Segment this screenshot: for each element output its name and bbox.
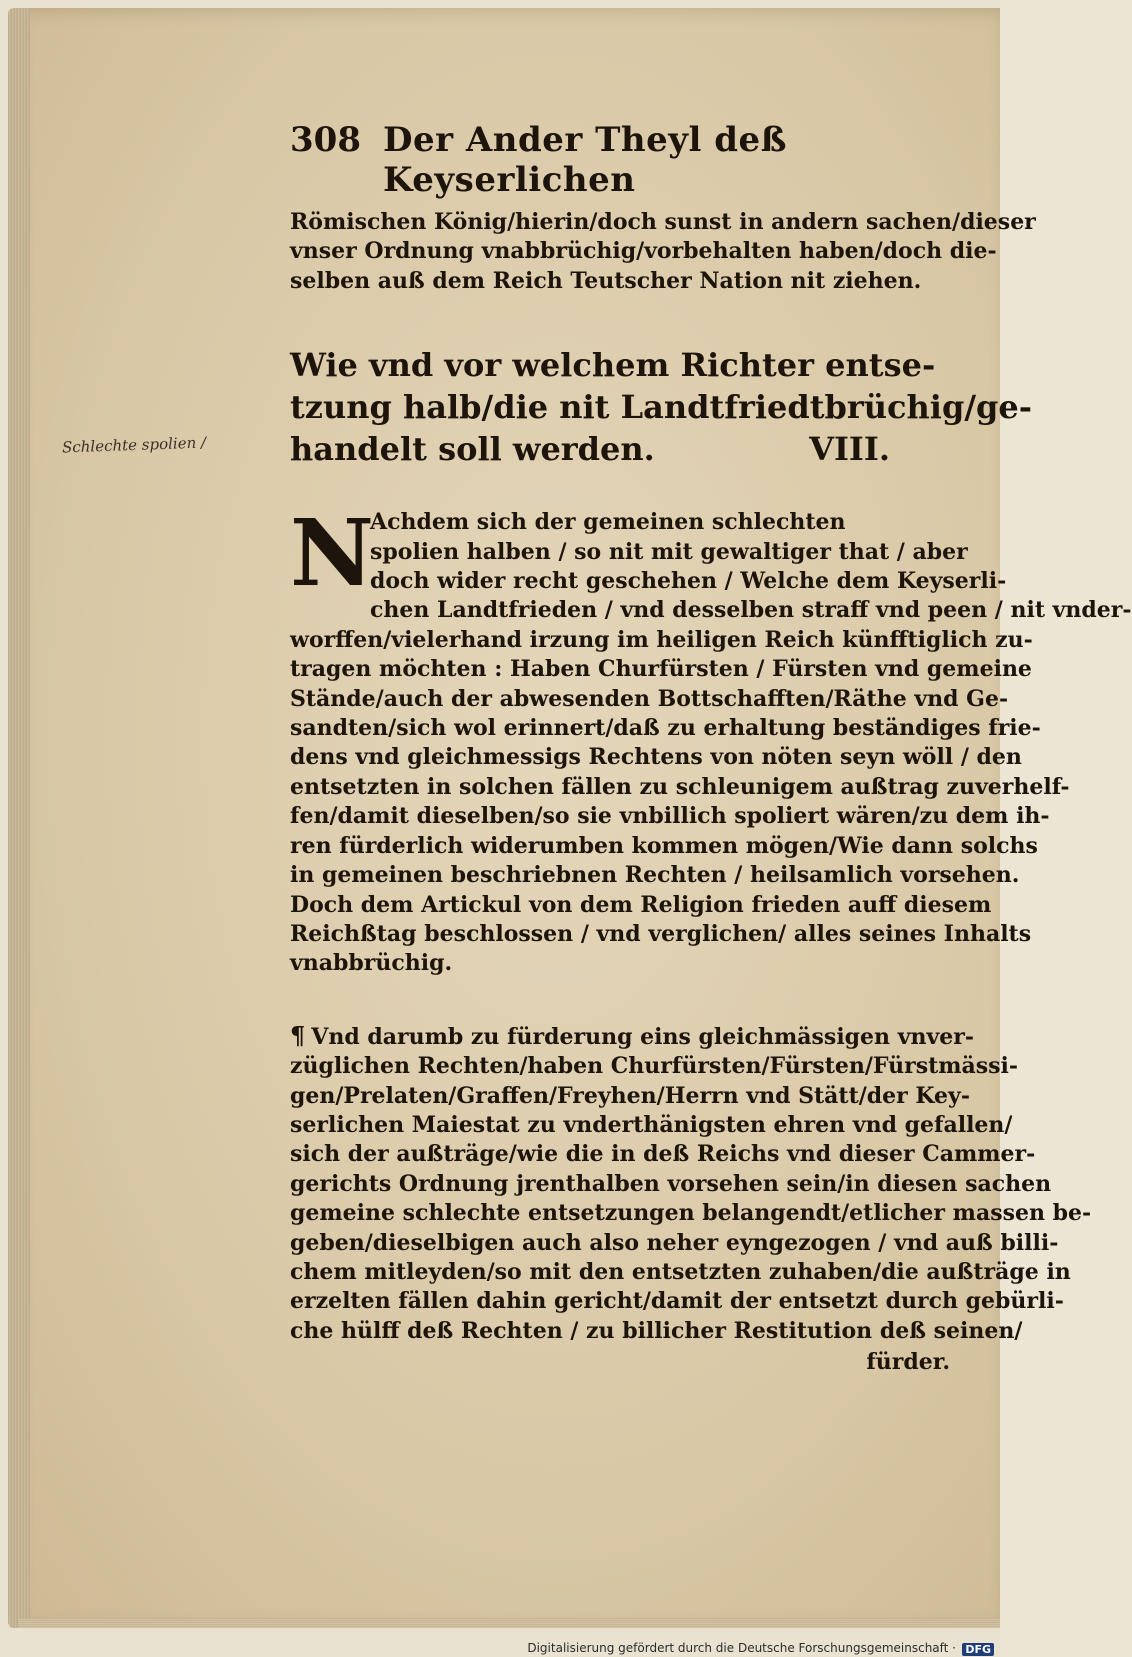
text-line: Römischen König/hierin/doch sunst in andern sachen/dieser: [290, 209, 1036, 235]
text-line: sandten/sich wol erinnert/daß zu erhaltung beständiges frie-: [290, 715, 1041, 742]
text-line: ¶ Vnd darumb zu fürderung eins gleichmässigen vnver-: [290, 1020, 974, 1050]
text-line: Doch dem Artickul von dem Religion frieden auff diesem: [290, 891, 992, 918]
text-line: vnabbrüchig.: [290, 950, 453, 977]
text-line: doch wider recht geschehen / Welche dem Keyserli-: [370, 568, 1007, 595]
running-header: [290, 120, 950, 200]
text-line: tragen möchten : Haben Churfürsten / Fürsten vnd gemeine: [290, 656, 1032, 683]
page-bottom-edge: [18, 1618, 1000, 1628]
text-line: geben/dieselbigen auch also neher eyngezogen / vnd auß billi-: [290, 1229, 1059, 1256]
digitization-credit: Digitalisierung gefördert durch die Deutsche Forschungsgemeinschaft ·: [527, 1641, 956, 1655]
catchword: fürder.: [866, 1349, 950, 1376]
heading-line: tzung halb/die nit Landtfriedtbrüchig/ge-: [290, 388, 1033, 427]
text-line: sich der außträge/wie die in deß Reichs vnd dieser Cammer-: [290, 1141, 1036, 1168]
heading-last-line: [290, 428, 890, 470]
text-line: vnser Ordnung vnabbrüchig/vorbehalten haben/doch die-: [290, 238, 997, 265]
text-line: erzelten fällen dahin gericht/damit der entsetzt durch gebürli-: [290, 1288, 1064, 1315]
text-line: chen Landtfrieden / vnd desselben straff vnd peen / nit vnder-: [370, 597, 1132, 624]
heading-line: Wie vnd vor welchem Richter entse-: [290, 346, 936, 385]
running-title: Der Ander Theyl deß Keyserlichen: [382, 120, 788, 200]
section-heading: [290, 344, 1033, 470]
page-edge: [8, 8, 30, 1628]
text-line: Reichßtag beschlossen / vnd verglichen/ alles seines Inhalts: [290, 920, 1032, 947]
text-line: gerichts Ordnung jrenthalben vorsehen sein/in diesen sachen: [290, 1170, 1052, 1197]
text-line: ren fürderlich widerumben kommen mögen/Wie dann solchs: [290, 832, 1038, 859]
paragraph-1: [290, 499, 1132, 979]
heading-line: handelt soll werden.: [290, 430, 655, 469]
text-line: Stände/auch der abwesenden Bottschafften/Räthe vnd Ge-: [290, 685, 1009, 712]
text-line: Achdem sich der gemeinen schlechten: [370, 509, 846, 536]
text-line: chem mitleyden/so mit den entsetzten zuhaben/die außträge in: [290, 1258, 1071, 1285]
text-line: worffen/vielerhand irzung im heiligen Reich künfftiglich zu-: [290, 626, 1033, 653]
text-block: [290, 120, 1132, 1378]
decorated-initial: N: [290, 499, 375, 608]
text-line: in gemeinen beschriebnen Rechten / heilsamlich vorsehen.: [290, 862, 1020, 889]
text-line: gemeine schlechte entsetzungen belangendt/etlicher massen be-: [290, 1200, 1092, 1227]
text-line: entsetzten in solchen fällen zu schleunigem außtrag zuverhelf-: [290, 773, 1070, 800]
text-line: spolien halben / so nit mit gewaltiger that / aber: [370, 538, 968, 565]
margin-annotation: Schlechte spolien /: [61, 433, 207, 457]
text-line: züglichen Rechten/haben Churfürsten/Fürsten/Fürstmässi-: [290, 1053, 1019, 1080]
text-line: fen/damit dieselben/so sie vnbillich spoliert wären/zu dem ih-: [290, 803, 1050, 830]
page-number: 308: [290, 120, 361, 160]
dfg-logo: DFG: [962, 1643, 994, 1656]
text-line: gen/Prelaten/Graffen/Freyhen/Herrn vnd Stätt/der Key-: [290, 1082, 970, 1109]
text-line: dens vnd gleichmessigs Rechtens von nöten seyn wöll / den: [290, 744, 1022, 771]
intro-text: [290, 208, 1036, 296]
text-line: selben auß dem Reich Teutscher Nation nit ziehen.: [290, 267, 922, 294]
text-line: che hülff deß Rechten / zu billicher Restitution deß seinen/: [290, 1317, 1023, 1344]
text-line: serlichen Maiestat zu vnderthänigsten ehren vnd gefallen/: [290, 1111, 1013, 1138]
section-number: VIII.: [809, 430, 890, 469]
paragraph-2: [290, 1020, 1092, 1346]
pilcrow-icon: ¶: [290, 1020, 306, 1050]
